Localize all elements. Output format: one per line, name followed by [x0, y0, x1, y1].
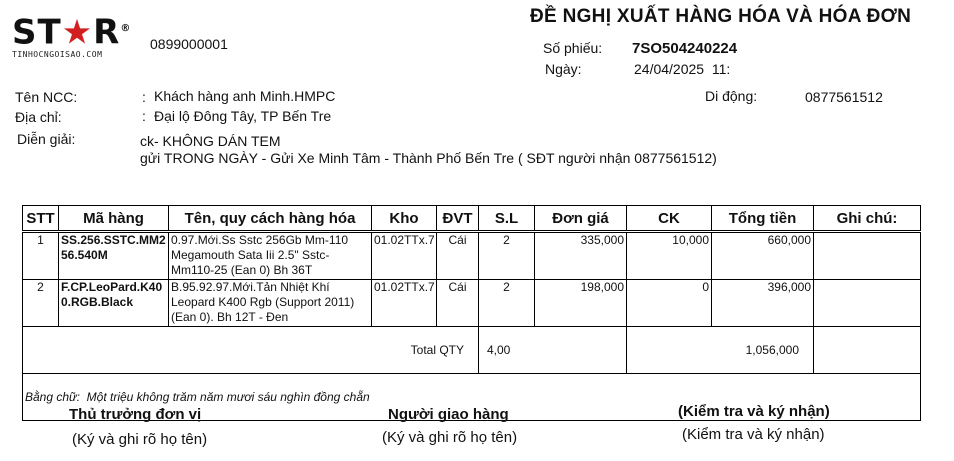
ngay-value: 24/04/2025 11: — [634, 61, 731, 77]
dia-chi-value: Đại lộ Đông Tây, TP Bến Tre — [154, 108, 332, 124]
ncc-label: Tên NCC: — [15, 89, 78, 105]
so-phieu-label: Số phiếu: — [543, 40, 603, 56]
col-kho: Kho — [372, 206, 437, 232]
dien-giai-line1: ck- KHÔNG DÁN TEM — [140, 133, 281, 149]
di-dong-value: 0877561512 — [805, 89, 883, 105]
col-ten: Tên, quy cách hàng hóa — [169, 206, 372, 232]
registered-mark: ® — [120, 23, 132, 34]
total-amount: 1,056,000 — [627, 327, 814, 374]
logo-wordmark: ST★R® — [12, 12, 132, 53]
document-title: ĐỀ NGHỊ XUẤT HÀNG HÓA VÀ HÓA ĐƠN — [530, 6, 912, 27]
total-row — [23, 327, 921, 374]
cell-ten: 0.97.Mới.Ss Sstc 256Gb Mm-110 Megamouth Sata Iii 2.5" Sstc-Mm110-25 (Ean 0) Bh 36T — [169, 232, 372, 280]
signature-title-deliverer: Người giao hàng — [388, 406, 509, 423]
cell-ghi-chu — [814, 280, 921, 327]
signature-title-manager: Thủ trưởng đơn vị — [69, 406, 202, 423]
col-dvt: ĐVT — [437, 206, 479, 232]
company-phone: 0899000001 — [150, 36, 228, 52]
cell-stt: 2 — [23, 280, 59, 327]
total-label: Total QTY — [23, 327, 479, 374]
signature-sub-deliverer: (Ký và ghi rõ họ tên) — [382, 429, 518, 446]
total-empty — [814, 327, 921, 374]
logo-subtitle: TINHOCNGOISAO.COM — [12, 50, 103, 60]
col-don-gia: Đơn giá — [535, 206, 627, 232]
cell-sl: 2 — [479, 232, 535, 280]
ncc-bullet: : — [142, 89, 146, 105]
cell-stt: 1 — [23, 232, 59, 280]
cell-don-gia: 198,000 — [535, 280, 627, 327]
cell-tong-tien: 660,000 — [712, 232, 814, 280]
cell-dvt: Cái — [437, 232, 479, 280]
bang-chu-label: Bằng chữ: — [25, 389, 80, 404]
table-row — [23, 280, 921, 327]
signature-title-receiver: (Kiểm tra và ký nhận) — [678, 403, 830, 420]
so-phieu-value: 7SO504240224 — [632, 40, 738, 57]
signature-sub-receiver: (Kiểm tra và ký nhận) — [682, 426, 825, 443]
cell-ten: B.95.92.97.Mới.Tản Nhiệt Khí Leopard K400 Rgb (Support 2011) (Ean 0). Bh 12T - Đen — [169, 280, 372, 327]
dien-giai-label: Diễn giải: — [17, 131, 76, 147]
cell-kho: 01.02TTx.7 — [372, 232, 437, 280]
col-tong-tien: Tổng tiền — [712, 206, 814, 232]
col-ghi-chu: Ghi chú: — [814, 206, 921, 232]
dia-chi-bullet: : — [142, 108, 146, 124]
col-sl: S.L — [479, 206, 535, 232]
cell-ck: 0 — [627, 280, 712, 327]
star-icon: ★ — [61, 12, 94, 53]
cell-ma-hang: SS.256.SSTC.MM256.540M — [59, 232, 169, 280]
table-row — [23, 232, 921, 280]
company-logo — [12, 12, 134, 58]
signature-sub-manager: (Ký và ghi rõ họ tên) — [72, 431, 208, 448]
di-dong-label: Di động: — [705, 88, 758, 104]
col-stt: STT — [23, 206, 59, 232]
col-ma-hang: Mã hàng — [59, 206, 169, 232]
ncc-value: Khách hàng anh Minh.HMPC — [154, 88, 336, 104]
cell-ghi-chu — [814, 232, 921, 280]
ngay-label: Ngày: — [545, 61, 582, 77]
total-qty: 4,00 — [479, 327, 627, 374]
items-table — [22, 205, 921, 421]
cell-tong-tien: 396,000 — [712, 280, 814, 327]
dien-giai-line2: gửi TRONG NGÀY - Gửi Xe Minh Tâm - Thành Phố Bến Tre ( SĐT người nhận 0877561512) — [140, 150, 717, 166]
cell-sl: 2 — [479, 280, 535, 327]
dia-chi-label: Địa chỉ: — [15, 109, 62, 125]
cell-ck: 10,000 — [627, 232, 712, 280]
cell-kho: 01.02TTx.7 — [372, 280, 437, 327]
cell-dvt: Cái — [437, 280, 479, 327]
cell-ma-hang: F.CP.LeoPard.K400.RGB.Black — [59, 280, 169, 327]
cell-don-gia: 335,000 — [535, 232, 627, 280]
bang-chu-value: Một triệu không trăm năm mươi sáu nghìn đồng chẵn — [86, 389, 370, 404]
table-header-row — [23, 206, 921, 232]
col-ck: CK — [627, 206, 712, 232]
